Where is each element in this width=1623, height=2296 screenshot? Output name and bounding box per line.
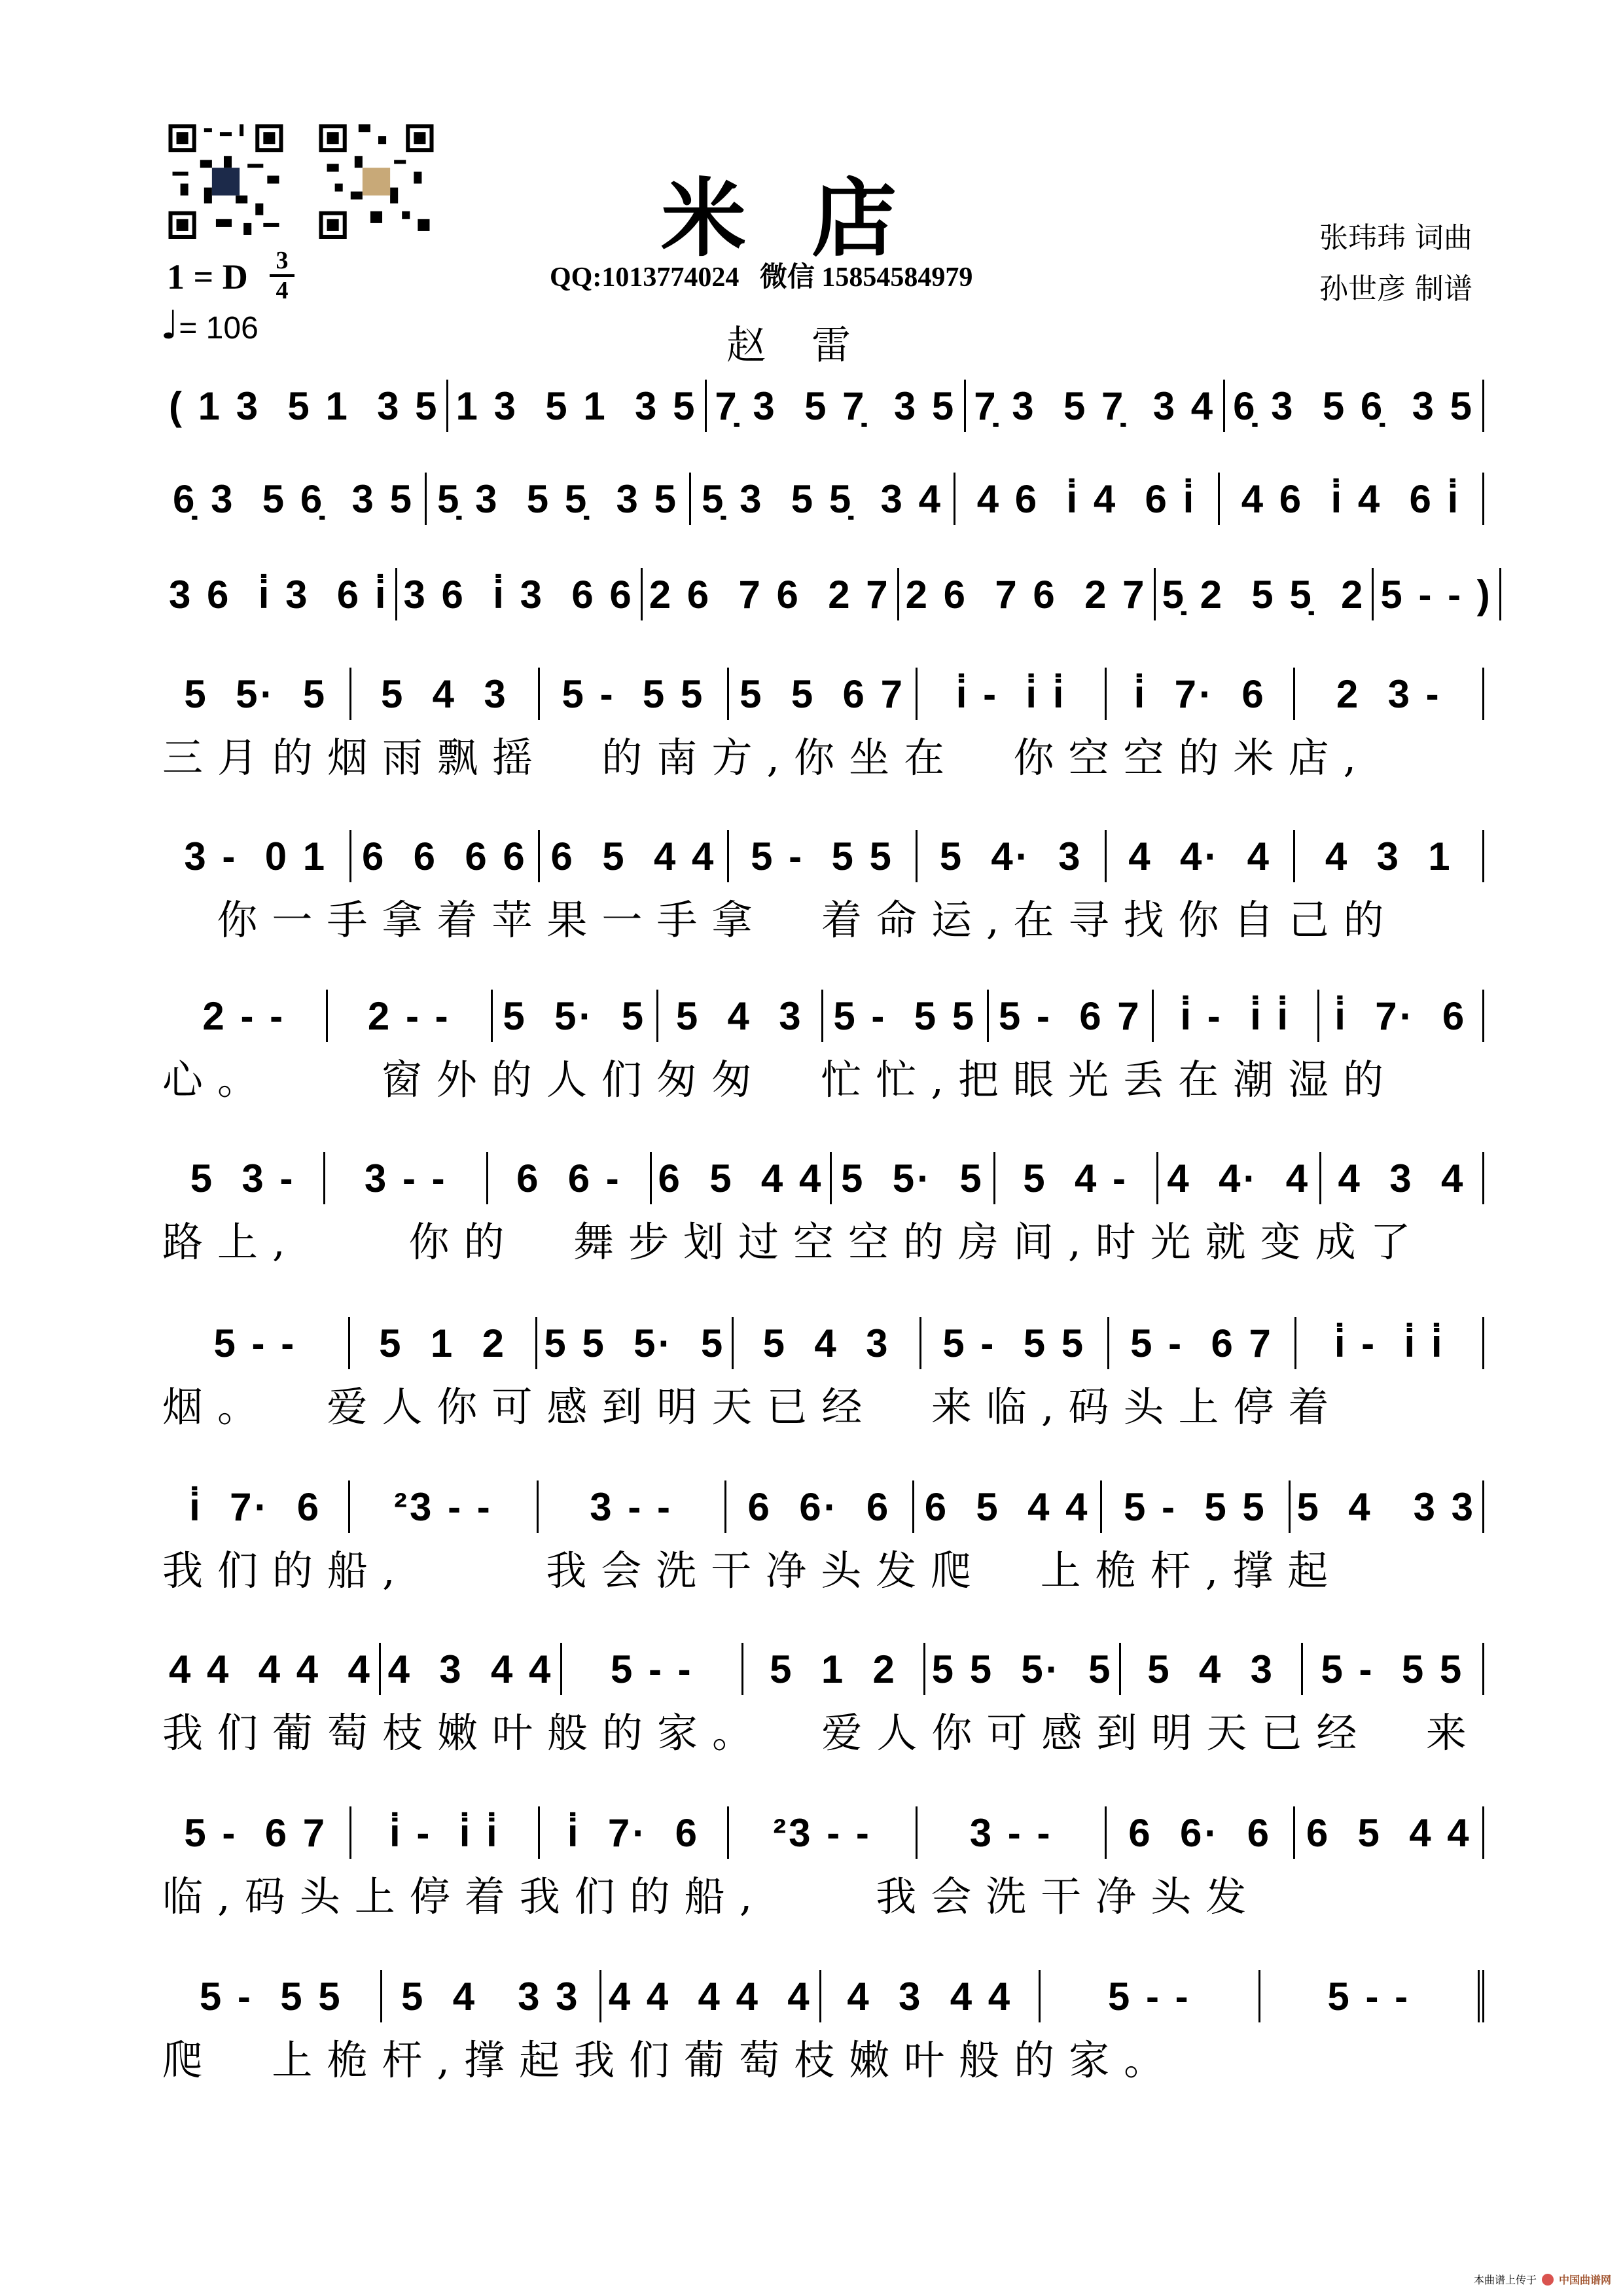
measure: 4 4 4 4 4: [601, 1970, 821, 2022]
lyrics-line: 你一手拿着苹果一手拿 着命运,在寻找你自己的: [162, 896, 1399, 944]
tempo-value: = 106: [179, 311, 259, 346]
measure: 4 4 4 4 4: [162, 1643, 381, 1695]
score-row: [162, 568, 1493, 647]
measure: i̇ 7· 6: [162, 1480, 350, 1533]
measure: 5 4 -: [995, 1152, 1158, 1204]
measure: i̇ 7· 6: [540, 1806, 729, 1859]
measure: 5 - -: [1260, 1970, 1485, 2022]
measure: 5 - 5 5: [162, 1970, 382, 2022]
measure: i̇ - i̇ i̇: [1296, 1317, 1484, 1369]
measure: 3 - -: [325, 1152, 488, 1204]
measure: 5 5· 5: [493, 990, 658, 1042]
lyrics-line: 三月的烟雨飘摇 的南方,你坐在 你空空的米店,: [162, 734, 1371, 781]
notes-line: [162, 1643, 1484, 1695]
credits: [1319, 213, 1472, 315]
measure: 5 5 6 7: [729, 668, 918, 720]
measure: 4 3 4: [1321, 1152, 1484, 1204]
notes-line: [162, 990, 1484, 1042]
time-sig-numerator: 3: [276, 247, 289, 274]
measure: 7̣ 3 5 7̣ 3 4: [966, 380, 1225, 432]
score-row: [162, 380, 1484, 458]
score-row: [162, 1643, 1484, 1757]
notes-line: [162, 568, 1493, 620]
lyrics-line: 心。 窗外的人们匆匆 忙忙,把眼光丢在潮湿的: [162, 1056, 1398, 1103]
time-signature: [270, 247, 294, 304]
measure: 5 - 5 5: [921, 1317, 1109, 1369]
measure: 5 - 5 5: [1102, 1480, 1290, 1533]
measure: 4 3 4 4: [381, 1643, 562, 1695]
measure: 5 - 5 5: [823, 990, 989, 1042]
time-sig-denominator: 4: [276, 277, 289, 304]
measure: ( 1 3 5 1 3 5: [162, 380, 448, 432]
notes-line: [162, 1806, 1484, 1859]
measure: 5 4 3: [658, 990, 824, 1042]
notes-line: [162, 1152, 1484, 1204]
measure: 5 - 6 7: [162, 1806, 351, 1859]
measure: 6̣ 3 5 6̣ 3 5: [1225, 380, 1484, 432]
measure: 4 3 4 4: [821, 1970, 1041, 2022]
measure: 5 - 6 7: [989, 990, 1154, 1042]
measure: 5̣ 2 5 5̣ 2: [1156, 568, 1374, 620]
notes-line: [162, 1480, 1484, 1533]
measure: 5 4 3: [734, 1317, 921, 1369]
score-row: [162, 990, 1484, 1103]
measure: 5 4 3: [351, 668, 541, 720]
notes-line: [162, 668, 1484, 720]
measure: 3 6 i̇ 3 6 6: [397, 568, 643, 620]
measure: 3 6 i̇ 3 6 i̇: [162, 568, 397, 620]
measure: 1 3 5 1 3 5: [448, 380, 707, 432]
transcriber: 孙世彦 制谱: [1319, 272, 1472, 306]
measure: 5 5 5· 5: [537, 1317, 734, 1369]
score-row: [162, 473, 1484, 551]
measure: 4 6 i̇ 4 6 i̇: [955, 473, 1220, 525]
measure: ²3 - -: [350, 1480, 538, 1533]
lyricist-composer: 张玮玮 词曲: [1319, 221, 1472, 255]
measure: ²3 - -: [729, 1806, 918, 1859]
score-row: [162, 1480, 1484, 1594]
score-row: [162, 1152, 1484, 1266]
contact-info: QQ:1013774024 微信 15854584979: [550, 262, 973, 293]
measure: 5 5 5· 5: [925, 1643, 1122, 1695]
lyrics-line: 烟。 爱人你可感到明天已经 来临,码头上停着: [162, 1383, 1344, 1431]
measure: 5 1 2: [350, 1317, 538, 1369]
lyrics-line: 临,码头上停着我们的船, 我会洗干净头发: [162, 1873, 1261, 1920]
measure: 4 6 i̇ 4 6 i̇: [1220, 473, 1484, 525]
notes-line: [162, 830, 1484, 882]
site-brand: 中国曲谱网: [1558, 2274, 1611, 2286]
notes-line: [162, 473, 1484, 525]
lyrics-line: 我们的船, 我会洗干净头发爬 上桅杆,撑起: [162, 1547, 1343, 1594]
measure: 2 - -: [328, 990, 493, 1042]
measure: 4 3 1: [1295, 830, 1484, 882]
measure: 4 4· 4: [1158, 1152, 1321, 1204]
measure: 5 - 5 5: [1303, 1643, 1484, 1695]
measure: 6 6· 6: [1107, 1806, 1296, 1859]
score-row: [162, 1317, 1484, 1431]
lyrics-line: 我们葡萄枝嫩叶般的家。 爱人你可感到明天已经 来: [162, 1709, 1481, 1757]
measure: 5̣ 3 5 5̣ 3 5: [427, 473, 691, 525]
measure: 5 - -: [162, 1317, 350, 1369]
measure: 3 - -: [918, 1806, 1107, 1859]
measure: 5 4 3: [1121, 1643, 1302, 1695]
score-row: [162, 1806, 1484, 1920]
score-row: [162, 668, 1484, 781]
measure: 2 - -: [162, 990, 328, 1042]
measure: 6 5 4 4: [914, 1480, 1102, 1533]
measure: 5 1 2: [743, 1643, 925, 1695]
lyrics-line: 爬 上桅杆,撑起我们葡萄枝嫩叶般的家。: [162, 2036, 1179, 2084]
measure: 5 - -: [1041, 1970, 1260, 2022]
measure: 5 4 3 3: [382, 1970, 602, 2022]
measure: 6 6 -: [488, 1152, 651, 1204]
lyrics-line: 路上, 你的 舞步划过空空的房间,时光就变成了: [162, 1218, 1425, 1266]
measure: 5 - 5 5: [729, 830, 918, 882]
measure: 5 - -: [562, 1643, 743, 1695]
measure: 2 3 -: [1295, 668, 1484, 720]
notes-line: [162, 380, 1484, 432]
score-row: [162, 1970, 1484, 2084]
measure: 6 6· 6: [726, 1480, 914, 1533]
measure: 5 5· 5: [832, 1152, 995, 1204]
measure: i̇ - i̇ i̇: [351, 1806, 541, 1859]
measure: 6 5 4 4: [1295, 1806, 1484, 1859]
upload-text: 本曲谱上传于: [1473, 2274, 1537, 2286]
key-signature: 1 = D: [167, 257, 248, 296]
footer-watermark: [1474, 2272, 1611, 2287]
quarter-note-icon: ♩: [160, 302, 179, 348]
score-row: [162, 830, 1484, 944]
singer-name: 赵雷: [726, 323, 897, 368]
measure: 6 5 4 4: [540, 830, 729, 882]
measure: 5 4· 3: [918, 830, 1107, 882]
measure: 6 6 6 6: [351, 830, 541, 882]
measure: i̇ 7· 6: [1319, 990, 1485, 1042]
notes-line: [162, 1970, 1484, 2022]
measure: 5 - 6 7: [1109, 1317, 1297, 1369]
measure: i̇ - i̇ i̇: [1154, 990, 1319, 1042]
measure: 4 4· 4: [1107, 830, 1296, 882]
measure: 6̣ 3 5 6̣ 3 5: [162, 473, 427, 525]
measure: 2 6 7 6 2 7: [643, 568, 899, 620]
measure: 3 - 0 1: [162, 830, 351, 882]
notes-line: [162, 1317, 1484, 1369]
measure: 5 - - ): [1374, 568, 1501, 620]
measure: 5 - 5 5: [540, 668, 729, 720]
measure: 5 3 -: [162, 1152, 325, 1204]
measure: 5̣ 3 5 5̣ 3 4: [691, 473, 955, 525]
measure: 6 5 4 4: [652, 1152, 832, 1204]
measure: 7̣ 3 5 7̣ 3 5: [707, 380, 966, 432]
measure: i̇ 7· 6: [1107, 668, 1296, 720]
measure: 2 6 7 6 2 7: [899, 568, 1156, 620]
site-logo-icon: [1542, 2274, 1554, 2286]
measure: i̇ - i̇ i̇: [918, 668, 1107, 720]
measure: 3 - -: [539, 1480, 726, 1533]
measure: 5 5· 5: [162, 668, 351, 720]
song-title: 米店: [660, 168, 962, 268]
measure: 5 4 3 3: [1291, 1480, 1485, 1533]
